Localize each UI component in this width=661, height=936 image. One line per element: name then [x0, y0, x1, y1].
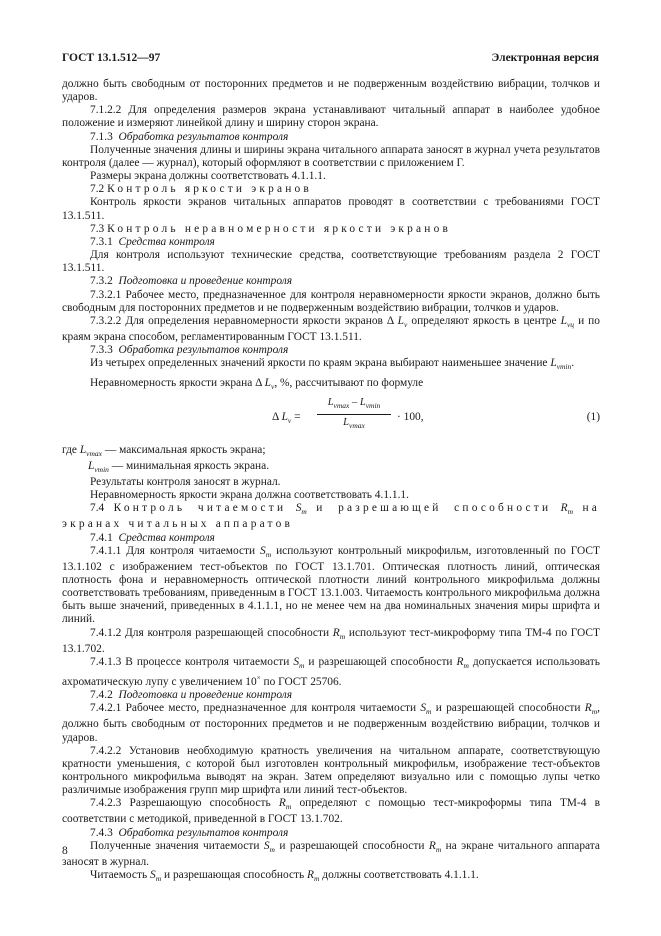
formula-denominator: $L_{vmax}$: [343, 416, 365, 430]
paragraph: Контроль яркости экранов читальных аппаратов проводят в соответствии с требованиями ГОСТ 13.1.511.: [62, 196, 600, 222]
paragraph: 7.3.2.1 Рабочее место, предназначенное для контроля неравномерности яркости экранов, должно быть свободным для посторонних предметов и не подверженным воздействию вибрации, толчков и ударов.: [62, 288, 600, 314]
standard-header: ГОСТ 13.1.512—97: [62, 52, 161, 64]
paragraph: 7.4.2.1 Рабочее место, предназначенное для контроля читаемости $S_m$ и разрешающей способности $R_m$, должно быть свободным от посторонних предметов и не подверженным воздействию вибрации, толчков и ударов.: [62, 702, 600, 744]
paragraph: 7.4.2.2 Установив необходимую кратность увеличения на читальном аппарате, соответствующую кратности уменьшения, с которой был изготовлен контрольный микрофильм, изображение тест-объектов контрольного микрофильма выводят на экран. Затем определяют визуально или с помощью лупы четко различимые изображения групп мир шрифта или линий тест-объектов.: [62, 744, 600, 797]
paragraph: Неравномерность яркости экрана Δ $L_v$, %, рассчитывают по формуле: [90, 377, 424, 392]
page-number: 8: [62, 845, 68, 857]
subsection-heading: 7.3.2 Подготовка и проведение контроля: [90, 275, 292, 288]
formula-fraction: [317, 396, 391, 432]
subsection-heading: 7.4.2 Подготовка и проведение контроля: [90, 689, 292, 702]
section-heading: 7.3 Контроль неравномерности яркости экранов: [90, 222, 452, 235]
subsection-heading: 7.3.1 Средства контроля: [90, 235, 215, 248]
paragraph: Результаты контроля заносят в журнал.: [90, 475, 281, 488]
paragraph: 7.3.2.2 Для определения неравномерности яркости экранов Δ $L_v$ определяют яркость в центре $L_{vц}$ и по краям экрана способом, регламентированным ГОСТ 13.1.511.: [62, 314, 600, 343]
paragraph: 7.4.1.1 Для контроля читаемости $S_m$ используют контрольный микрофильм, изготовленный по ГОСТ 13.1.102 с изображением тест-объектов по ГОСТ 13.1.701. Оптическая плотность линий, оптическая плотность фона и неравномерность оптической плотности линий контрольного микрофильма должны соответствовать требованиям, приведенным в ГОСТ 13.1.003. Читаемость контрольного микрофильма должна быть выше значений, приведенных в 4.1.1.1, но не менее чем на два номинальных значения миры шрифта и линий.: [62, 544, 600, 626]
subsection-heading: 7.4.1 Средства контроля: [90, 531, 215, 544]
paragraph: 7.1.2.2 Для определения размеров экрана устанавливают читальный аппарат в наиболее удобное положение и измеряют линейкой длину и ширину сторон экрана.: [62, 104, 600, 130]
edition-header: Электронная версия: [491, 52, 599, 64]
paragraph: Размеры экрана должны соответствовать 4.1.1.1.: [90, 170, 326, 183]
paragraph: должно быть свободным от посторонних предметов и не подверженным воздействию вибрации, толчков и ударов.: [62, 78, 600, 104]
formula-lhs: Δ $L_v$ =: [272, 410, 301, 425]
paragraph: Полученные значения читаемости $S_m$ и разрешающей способности $R_m$ на экране читального аппарата заносят в журнал.: [62, 839, 600, 868]
paragraph: Неравномерность яркости экрана должна соответствовать 4.1.1.1.: [90, 489, 409, 502]
paragraph: Для контроля используют технические средства, соответствующие требованиям раздела 2 ГОСТ 13.1.511.: [62, 249, 600, 275]
formula-tail: · 100,: [397, 410, 424, 423]
paragraph: 7.4.1.2 Для контроля разрешающей способности $R_m$ используют тест-микроформу типа ТМ-4 по ГОСТ 13.1.702.: [62, 626, 600, 655]
formula-numerator: $L_{vmax} - L_{vmin}$: [317, 396, 391, 415]
paragraph: 7.4.2.3 Разрешающую способность $R_m$ определяют с помощью тест-микроформы типа ТМ-4 в соответствии с методикой, приведенной в ГОСТ 13.1.702.: [62, 797, 600, 826]
subsection-heading: 7.3.3 Обработка результатов контроля: [90, 344, 289, 357]
formula-legend-max: где $L_{vmax}$ — максимальная яркость экрана;: [62, 443, 266, 458]
formula-legend-min: $L_{vmin}$ — минимальная яркость экрана.: [88, 459, 270, 474]
document-body: [62, 78, 600, 885]
paragraph: Полученные значения длины и ширины экрана читального аппарата заносят в журнал учета результатов контроля (далее — журнал), который оформляют в соответствии с приложением Г.: [62, 143, 600, 169]
subsection-heading: 7.4.3 Обработка результатов контроля: [90, 826, 289, 839]
formula-1: [62, 396, 600, 440]
paragraph: Читаемость $S_m$ и разрешающая способность $R_m$ должны соответствовать 4.1.1.1.: [90, 869, 479, 884]
section-heading: 7.2 Контроль яркости экранов: [90, 183, 313, 196]
paragraph: 7.4.1.3 В процессе контроля читаемости $S_m$ и разрешающей способности $R_m$ допускается использовать ахроматическую лупу с увеличением 10× по ГОСТ 25706.: [62, 655, 600, 688]
subsection-heading: 7.1.3 Обработка результатов контроля: [90, 130, 289, 143]
paragraph: Из четырех определенных значений яркости по краям экрана выбирают наименьшее значение $L_{vmin}$.: [90, 357, 575, 372]
section-heading: 7.4 Контроль читаемости $S_m$ и разрешающей способности $R_m$ на экранах читальных аппаратов: [62, 502, 601, 531]
formula-number: (1): [586, 410, 600, 423]
